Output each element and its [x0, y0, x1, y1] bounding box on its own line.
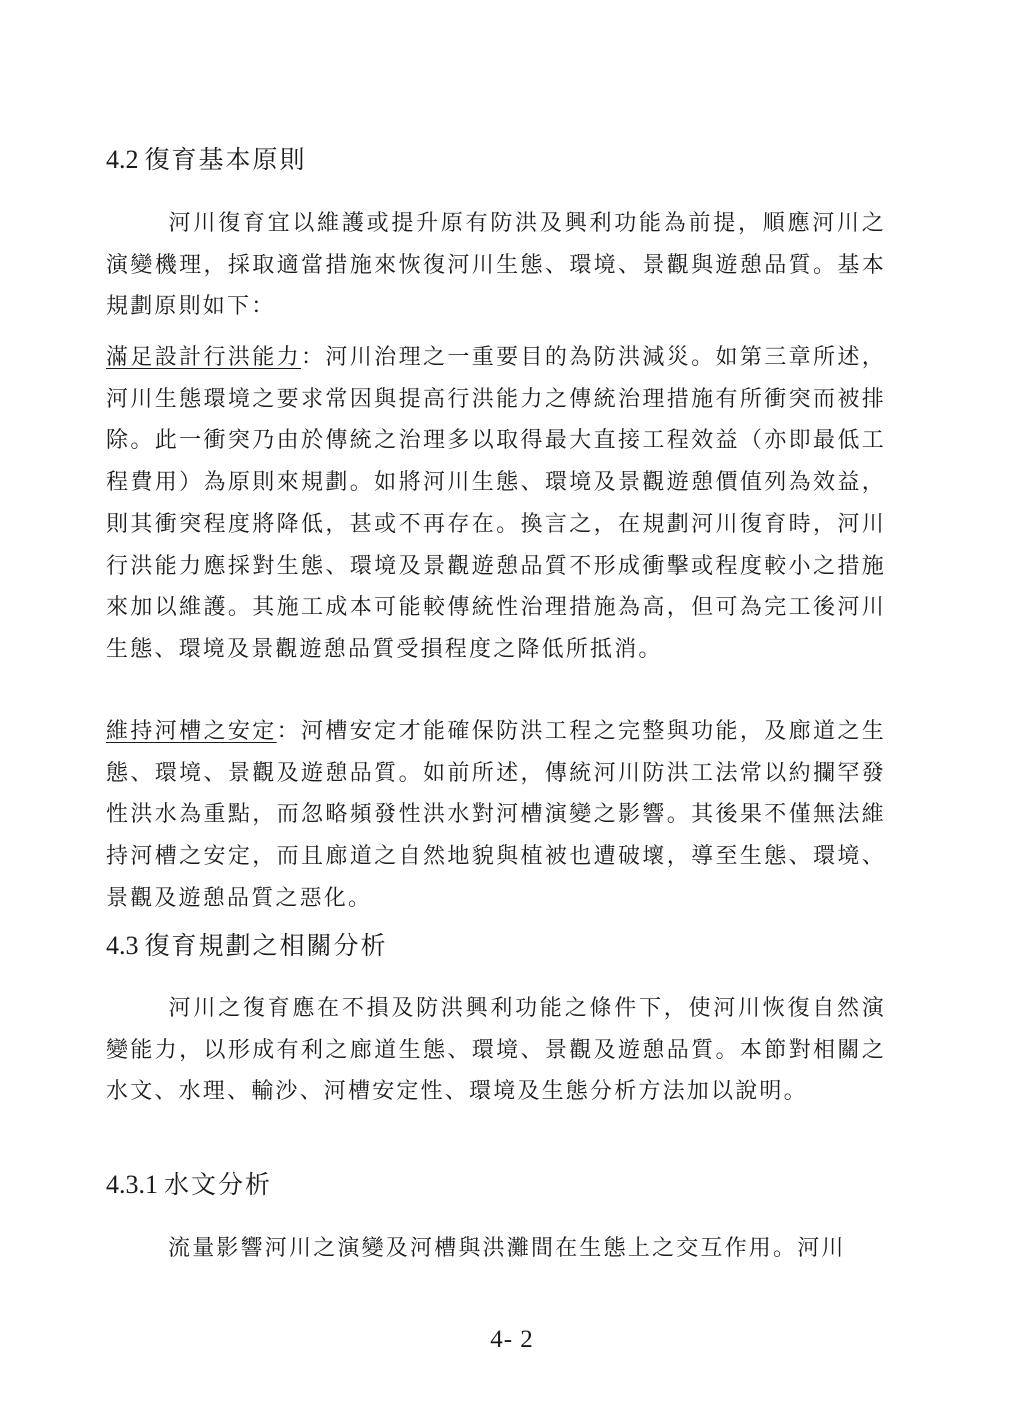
section-4-2-heading	[106, 143, 307, 177]
section-4-2-intro	[106, 203, 886, 328]
principle-heading: 維持河槽之安定	[106, 719, 277, 744]
section-number: 4.3.1	[106, 1170, 158, 1199]
principle-channel-stability	[106, 711, 886, 920]
section-4-3-1-intro	[106, 1228, 886, 1270]
paragraph-text: 流量影響河川之演變及河槽與洪灘間在生態上之交互作用。河川	[168, 1236, 846, 1261]
principle-heading: 滿足設計行洪能力	[106, 345, 302, 370]
section-4-3-intro	[106, 988, 886, 1113]
section-title: 復育基本原則	[144, 145, 307, 174]
section-title: 水文分析	[164, 1170, 273, 1199]
section-number: 4.3	[106, 931, 139, 960]
section-4-3-1-heading	[106, 1168, 272, 1202]
paragraph-text: 河川復育宜以維護或提升原有防洪及興利功能為前提，順應河川之演變機理，採取適當措施來恢復河川生態、環境、景觀與遊憩品質。基本規劃原則如下：	[106, 211, 886, 320]
paragraph-text: 河川之復育應在不損及防洪興利功能之條件下，使河川恢復自然演變能力，以形成有利之廊道生態、環境、景觀及遊憩品質。本節對相關之水文、水理、輸沙、河槽安定性、環境及生態分析方法加以說明。	[106, 996, 886, 1105]
page-number: 4- 2	[490, 1326, 534, 1353]
principle-flood-capacity	[106, 337, 886, 671]
principle-text: ：河川治理之一重要目的為防洪減災。如第三章所述，河川生態環境之要求常因與提高行洪能力之傳統治理措施有所衝突而被排除。此一衝突乃由於傳統之治理多以取得最大直接工程效益（亦即最低工程費用）為原則來規劃。如將河川生態、環境及景觀遊憩價值列為效益，則其衝突程度將降低，甚或不再存在。換言之，在規劃河川復育時，河川行洪能力應採對生態、環境及景觀遊憩品質不形成衝擊或程度較小之措施來加以維護。其施工成本可能較傳統性治理措施為高，但可為完工後河川生態、環境及景觀遊憩品質受損程度之降低所抵消。	[106, 345, 886, 662]
principle-text: ：河槽安定才能確保防洪工程之完整與功能，及廊道之生態、環境、景觀及遊憩品質。如前所述，傳統河川防洪工法常以約攔罕發性洪水為重點，而忽略頻發性洪水對河槽演變之影響。其後果不僅無法維持河槽之安定，而且廊道之自然地貌與植被也遭破壞，導至生態、環境、景觀及遊憩品質之惡化。	[106, 719, 886, 911]
section-4-3-heading	[106, 929, 388, 963]
section-title: 復育規劃之相關分析	[144, 931, 388, 960]
section-number: 4.2	[106, 145, 139, 174]
